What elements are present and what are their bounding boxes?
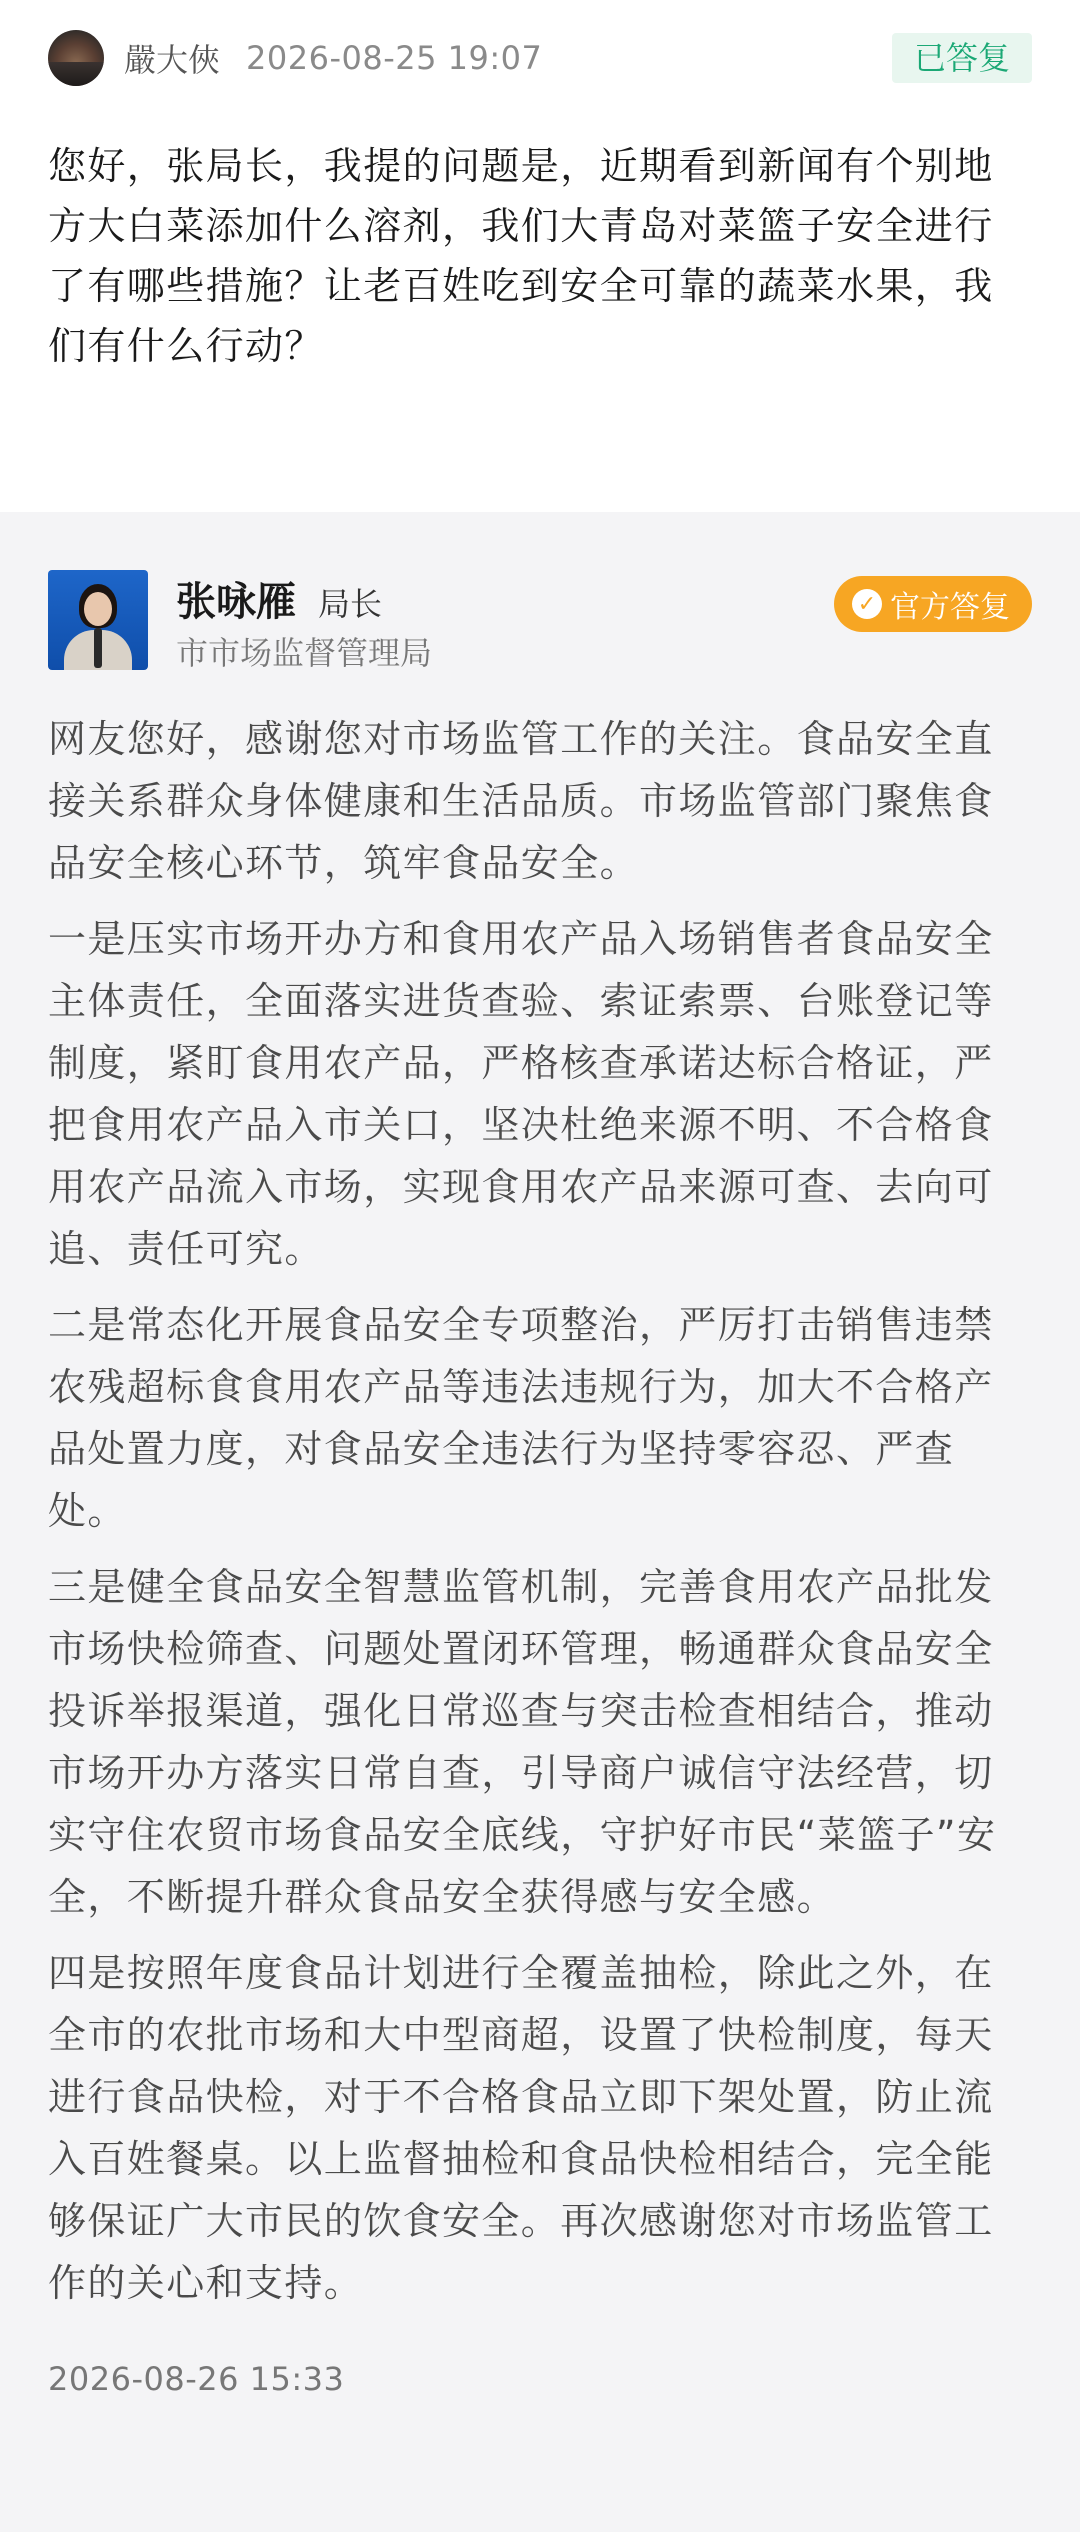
question-text: 您好，张局长，我提的问题是，近期看到新闻有个别地方大白菜添加什么溶剂，我们大青岛对菜篮子安全进行了有哪些措施？让老百姓吃到安全可靠的蔬菜水果，我们有什么行动？	[48, 144, 994, 368]
answer-time: 2026-08-26 15:33	[48, 2360, 345, 2398]
answer-header	[48, 570, 1032, 674]
avatar-face	[84, 592, 112, 626]
answer-paragraph: 三是健全食品安全智慧监管机制，完善食用农产品批发市场快检筛查、问题处置闭环管理，畅通群众食品安全投诉举报渠道，强化日常巡查与突击检查相结合，推动市场开办方落实日常自查，引导商户诚信守法经营，切实守住农贸市场食品安全底线，守护好市民“菜篮子”安全，不断提升群众食品安全获得感与安全感。	[48, 1565, 997, 1919]
status-badge: 已答复	[892, 33, 1032, 83]
official-department: 市市场监督管理局	[176, 634, 433, 672]
question-time: 2026-08-25 19:07	[246, 39, 543, 77]
question-author[interactable]: 嚴大俠	[124, 41, 221, 79]
official-reply-label: 官方答复	[890, 590, 1010, 625]
official-reply-badge	[834, 576, 1032, 632]
check-circle-icon: ✓	[852, 589, 882, 619]
answer-paragraph: 二是常态化开展食品安全专项整治，严厉打击销售违禁农残超标食食用农产品等违法违规行为，加大不合格产品处置力度，对食品安全违法行为坚持零容忍、严查处。	[48, 1303, 994, 1533]
answer-paragraph: 一是压实市场开办方和食用农产品入场销售者食品安全主体责任，全面落实进货查验、索证索票、台账登记等制度，紧盯食用农产品，严格核查承诺达标合格证，严把食用农产品入市关口，坚决杜绝来源不明、不合格食用农产品流入市场，实现食用农产品来源可查、去向可追、责任可究。	[48, 917, 994, 1271]
question-card	[0, 0, 1080, 512]
official-name-line	[176, 570, 432, 625]
official-info	[176, 570, 432, 674]
official-title: 局长	[318, 585, 383, 623]
user-avatar[interactable]	[48, 30, 104, 86]
microphone-icon	[94, 628, 102, 668]
answer-paragraph: 网友您好，感谢您对市场监管工作的关注。食品安全直接关系群众身体健康和生活品质。市场监管部门聚焦食品安全核心环节，筑牢食品安全。	[48, 717, 994, 885]
answer-section	[0, 512, 1080, 2398]
official-name[interactable]: 张咏雁	[176, 579, 296, 625]
question-header	[48, 30, 1032, 86]
answer-paragraph: 四是按照年度食品计划进行全覆盖抽检，除此之外，在全市的农批市场和大中型商超，设置了快检制度，每天进行食品快检，对于不合格食品立即下架处置，防止流入百姓餐桌。以上监督抽检和食品快检相结合，完全能够保证广大市民的饮食安全。再次感谢您对市场监管工作的关心和支持。	[48, 1951, 994, 2305]
answer-body	[48, 708, 1032, 2314]
official-avatar[interactable]	[48, 570, 148, 670]
